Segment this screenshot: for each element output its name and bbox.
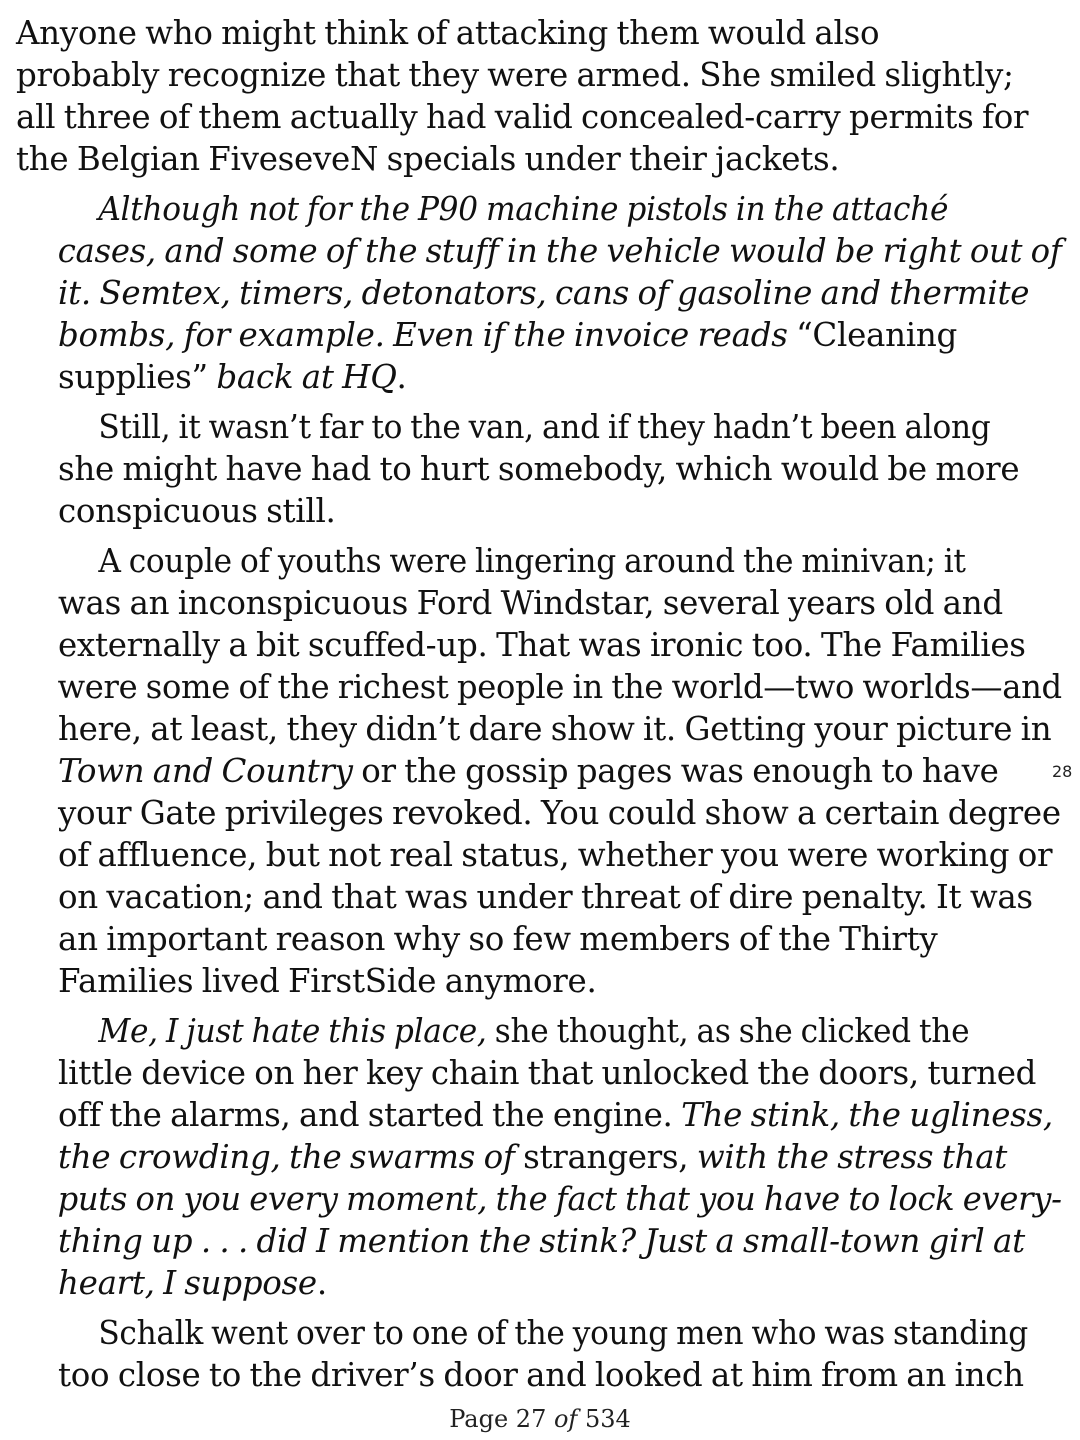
text-line xyxy=(16,582,1062,624)
text-line xyxy=(16,792,1062,834)
text-segment: conspicuous still. xyxy=(58,492,336,530)
italic-text: thing up . . . did I mention the stink? Just a small-town girl at xyxy=(58,1222,1025,1260)
text-segment: your Gate privileges revoked. You could show a certain degree xyxy=(58,794,1061,832)
text-segment: “Cleaning xyxy=(796,316,957,354)
text-line xyxy=(16,1094,1062,1136)
text-segment: she might have had to hurt somebody, which would be more xyxy=(58,450,1020,488)
italic-text: back at HQ xyxy=(216,358,397,396)
page-footer xyxy=(0,1405,1080,1433)
text-line xyxy=(16,54,1062,96)
text-line xyxy=(16,272,1062,314)
text-segment: Families lived FirstSide anymore. xyxy=(58,962,597,1000)
italic-text: the crowding, the swarms of xyxy=(58,1138,515,1176)
text-segment: strangers, xyxy=(514,1138,697,1176)
text-line xyxy=(16,490,1062,532)
italic-text: bombs, for example. Even if the invoice reads xyxy=(58,316,797,354)
text-segment: Still, it wasn’t far to the van, and if they hadn’t been along xyxy=(98,408,991,446)
paragraph xyxy=(16,540,1062,1002)
text-segment: or the gossip pages was enough to have xyxy=(352,752,999,790)
text-line xyxy=(58,1312,1029,1354)
text-line xyxy=(16,876,1062,918)
footer-prefix: Page 27 xyxy=(449,1405,554,1433)
italic-text: Town and Country xyxy=(58,752,353,790)
text-segment: probably recognize that they were armed. She smiled slightly; xyxy=(16,56,1014,94)
text-line xyxy=(16,666,1062,708)
text-segment: an important reason why so few members of the Thirty xyxy=(58,920,938,958)
paragraph xyxy=(16,188,1062,398)
text-segment: of affluence, but not real status, whether you were working or xyxy=(58,836,1053,874)
text-line xyxy=(16,708,1062,750)
italic-text: Me, I just hate this place, xyxy=(98,1012,487,1050)
text-line xyxy=(16,1136,1062,1178)
italic-text: cases, and some of the stuff in the vehicle would be right out of xyxy=(57,232,1062,270)
text-segment: A couple of youths were lingering around the minivan; it xyxy=(98,542,966,580)
text-line xyxy=(16,1178,1062,1220)
text-line xyxy=(16,624,1062,666)
paragraph xyxy=(16,406,1062,532)
text-segment: Anyone who might think of attacking them would also xyxy=(16,14,880,52)
text-line xyxy=(58,188,1022,230)
side-page-number: 28 xyxy=(1052,762,1073,781)
text-line xyxy=(16,960,1062,1002)
italic-text: The stink, the ugliness, xyxy=(681,1096,1053,1134)
text-line xyxy=(16,834,1062,876)
text-line xyxy=(58,540,1022,582)
text-line xyxy=(16,138,1062,180)
text-segment: here, at least, they didn’t dare show it. Getting your picture in xyxy=(58,710,1052,748)
footer-total: 534 xyxy=(577,1405,631,1433)
text-segment: little device on her key chain that unlocked the doors, turned xyxy=(58,1054,1037,1092)
text-segment: too close to the driver’s door and looked at him from an inch xyxy=(58,1356,1024,1394)
text-line xyxy=(16,356,1062,398)
text-line xyxy=(16,750,1062,792)
italic-text: Although not for the P90 machine pistols in the attaché xyxy=(98,190,949,228)
text-line xyxy=(58,1010,1022,1052)
text-segment: . xyxy=(316,1264,327,1302)
text-line xyxy=(16,448,1062,490)
text-line xyxy=(16,1052,1062,1094)
paragraph xyxy=(16,1312,1062,1396)
footer-of: of xyxy=(553,1405,578,1433)
italic-text: heart, I suppose xyxy=(58,1264,317,1302)
text-line xyxy=(16,1262,1062,1304)
text-segment: the Belgian FiveseveN specials under their jackets. xyxy=(16,140,840,178)
paragraph xyxy=(16,12,1062,180)
italic-text: puts on you every moment, the fact that you have to lock every- xyxy=(57,1180,1062,1218)
text-segment: was an inconspicuous Ford Windstar, several years old and xyxy=(58,584,1003,622)
text-line xyxy=(16,1220,1062,1262)
text-line xyxy=(16,230,1062,272)
text-line xyxy=(16,918,1062,960)
text-segment: all three of them actually had valid concealed-carry permits for xyxy=(16,98,1029,136)
text-line xyxy=(58,406,1022,448)
text-line xyxy=(16,96,1062,138)
text-line xyxy=(16,1354,1062,1396)
text-line xyxy=(16,12,1062,54)
text-segment: externally a bit scuffed-up. That was ironic too. The Families xyxy=(58,626,1026,664)
italic-text: with the stress that xyxy=(696,1138,1008,1176)
page-text xyxy=(16,12,1062,1404)
text-segment: on vacation; and that was under threat of dire penalty. It was xyxy=(58,878,1033,916)
text-segment: she thought, as she clicked the xyxy=(486,1012,970,1050)
italic-text: it. Semtex, timers, detonators, cans of gasoline and thermite xyxy=(58,274,1030,312)
text-segment: supplies” xyxy=(58,358,217,396)
text-segment: off the alarms, and started the engine. xyxy=(58,1096,682,1134)
text-segment: . xyxy=(396,358,407,396)
text-segment: Schalk went over to one of the young men who was standing xyxy=(98,1314,1029,1352)
text-segment: were some of the richest people in the world—two worlds—and xyxy=(57,668,1062,706)
paragraph xyxy=(16,1010,1062,1304)
text-line xyxy=(16,314,1062,356)
